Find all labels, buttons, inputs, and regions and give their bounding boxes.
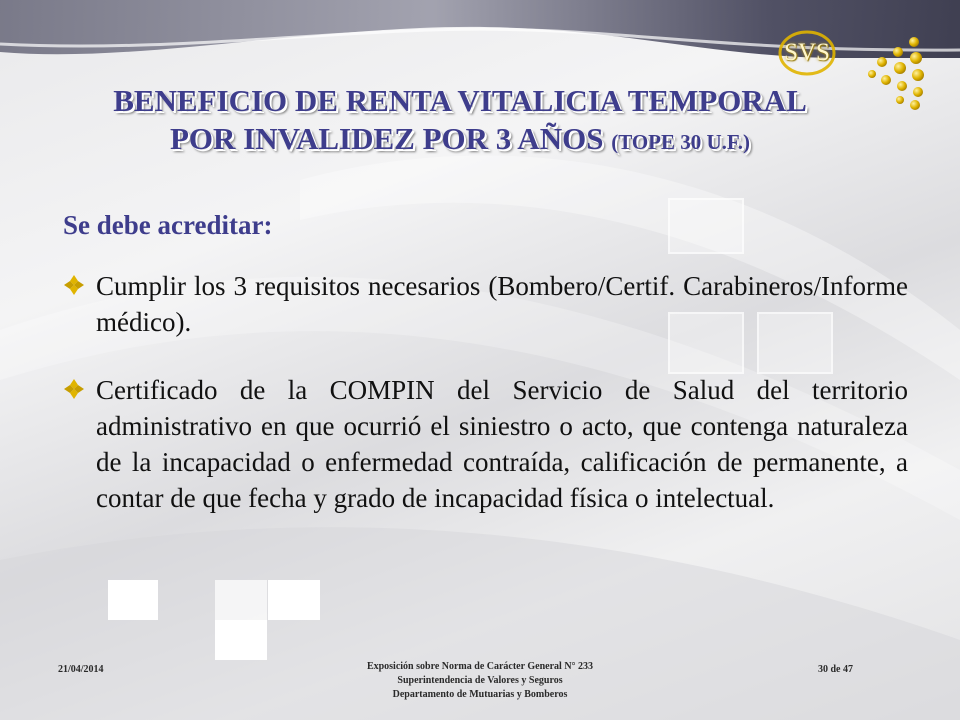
title-line-2-cap: (TOPE 30 U.F.)	[611, 130, 751, 154]
decor-square	[108, 580, 158, 620]
diamond-bullet-icon	[63, 378, 85, 400]
title-line-2-main: POR INVALIDEZ POR 3 AÑOS	[169, 121, 612, 156]
bullet-item	[63, 268, 908, 340]
decor-square	[668, 198, 744, 254]
decor-square	[215, 580, 267, 620]
slide-title-line-2	[0, 121, 940, 157]
footer-line-3: Departamento de Mutuarias y Bomberos	[392, 689, 568, 700]
slide-title-line-1: BENEFICIO DE RENTA VITALICIA TEMPORAL	[113, 83, 807, 118]
footer-date: 21/04/2014	[58, 664, 104, 675]
logo-text: SVS	[784, 39, 830, 66]
decor-square	[215, 620, 267, 660]
footer-line-2: Superintendencia de Valores y Seguros	[397, 675, 563, 686]
decor-square	[268, 580, 320, 620]
footer-center	[300, 660, 660, 702]
footer-page-number: 30 de 47	[818, 664, 853, 675]
diamond-bullet-icon	[63, 274, 85, 296]
bullet-text: Certificado de la COMPIN del Servicio de Salud del territorio administrativo en que ocurrió el siniestro o acto, que contenga naturaleza de la incapacidad o enfermedad contraída, calificación de permanente, a contar de que fecha y grado de incapacidad física o intelectual.	[96, 375, 908, 513]
bullet-item	[63, 372, 908, 516]
subheading: Se debe acreditar:	[63, 210, 273, 240]
bullet-text: Cumplir los 3 requisitos necesarios (Bombero/Certif. Carabineros/Informe médico).	[96, 271, 908, 337]
svs-logo-icon	[778, 30, 836, 76]
footer-line-1: Exposición sobre Norma de Carácter General N° 233	[366, 661, 594, 672]
